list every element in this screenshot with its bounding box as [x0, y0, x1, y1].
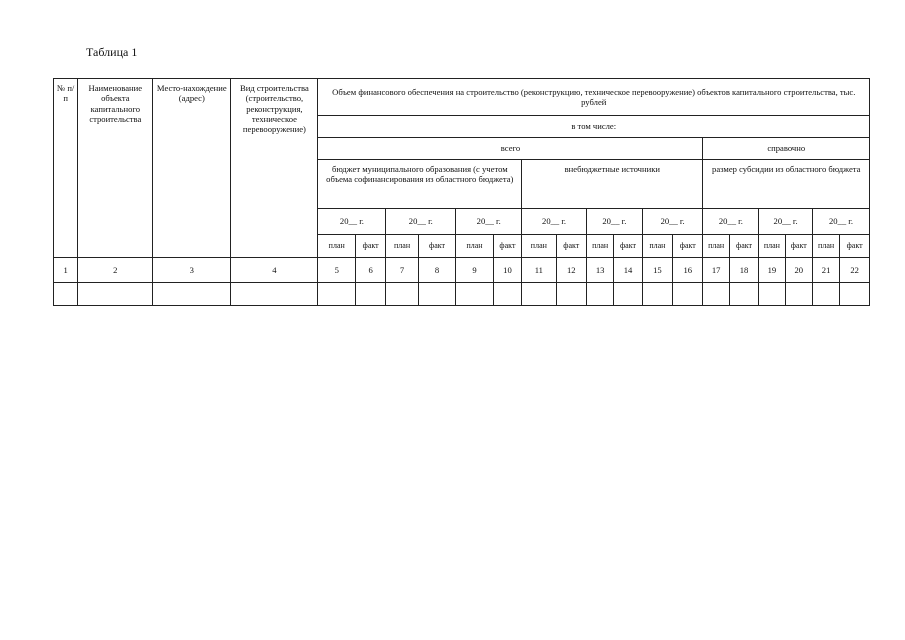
header-plan-cell: план	[318, 235, 355, 258]
header-regional-subsidy: размер субсидии из областного бюджета	[703, 160, 870, 209]
column-number-cell: 1	[54, 258, 78, 283]
data-entry-cell[interactable]	[231, 283, 318, 306]
header-year-cell: 20__ г.	[318, 209, 386, 235]
header-plan-cell: план	[522, 235, 556, 258]
column-number-cell: 3	[153, 258, 231, 283]
column-number-cell: 16	[673, 258, 703, 283]
data-entry-cell[interactable]	[785, 283, 812, 306]
column-number-cell: 13	[586, 258, 613, 283]
data-entry-cell[interactable]	[703, 283, 729, 306]
table-caption: Таблица 1	[86, 45, 138, 59]
header-location: Место-нахождение (адрес)	[153, 79, 231, 258]
column-number-cell: 15	[642, 258, 672, 283]
column-number-cell: 10	[493, 258, 521, 283]
header-year-cell: 20__ г.	[759, 209, 813, 235]
data-entry-cell[interactable]	[54, 283, 78, 306]
header-fact-cell: факт	[418, 235, 455, 258]
data-entry-cell[interactable]	[78, 283, 153, 306]
header-reference: справочно	[703, 138, 870, 160]
header-plan-cell: план	[759, 235, 785, 258]
column-number-cell: 8	[418, 258, 455, 283]
header-fact-cell: факт	[785, 235, 812, 258]
header-fact-cell: факт	[493, 235, 521, 258]
header-plan-cell: план	[642, 235, 672, 258]
header-year-cell: 20__ г.	[386, 209, 456, 235]
data-entry-cell[interactable]	[556, 283, 586, 306]
column-number-cell: 4	[231, 258, 318, 283]
column-number-cell: 2	[78, 258, 153, 283]
data-entry-cell[interactable]	[318, 283, 355, 306]
column-number-cell: 18	[729, 258, 758, 283]
header-plan-cell: план	[386, 235, 418, 258]
header-number: № п/п	[54, 79, 78, 258]
column-number-cell: 11	[522, 258, 556, 283]
data-entry-cell[interactable]	[759, 283, 785, 306]
header-object-name: Наименование объекта капитального строительства	[78, 79, 153, 258]
header-fact-cell: факт	[556, 235, 586, 258]
column-number-cell: 20	[785, 258, 812, 283]
header-year-cell: 20__ г.	[522, 209, 587, 235]
column-number-cell: 5	[318, 258, 355, 283]
header-year-cell: 20__ г.	[456, 209, 522, 235]
header-plan-cell: план	[456, 235, 493, 258]
header-plan-cell: план	[703, 235, 729, 258]
data-entry-cell[interactable]	[386, 283, 418, 306]
header-construction-type: Вид строительства (строительство, реконструкция, техническое перевооружение)	[231, 79, 318, 258]
header-extrabudgetary-sources: внебюджетные источники	[522, 160, 703, 209]
data-entry-cell[interactable]	[522, 283, 556, 306]
data-entry-cell[interactable]	[355, 283, 385, 306]
column-number-cell: 9	[456, 258, 493, 283]
header-fact-cell: факт	[355, 235, 385, 258]
data-entry-cell[interactable]	[493, 283, 521, 306]
financing-table	[53, 78, 870, 306]
column-number-cell: 21	[812, 258, 839, 283]
header-plan-cell: план	[586, 235, 613, 258]
header-year-cell: 20__ г.	[703, 209, 759, 235]
header-municipal-budget: бюджет муниципального образования (с учетом объема софинансирования из областного бюджета)	[318, 160, 522, 209]
header-fact-cell: факт	[840, 235, 870, 258]
data-entry-cell[interactable]	[456, 283, 493, 306]
header-year-cell: 20__ г.	[642, 209, 703, 235]
header-including: в том числе:	[318, 116, 870, 138]
data-entry-cell[interactable]	[153, 283, 231, 306]
data-entry-cell[interactable]	[418, 283, 455, 306]
header-year-cell: 20__ г.	[586, 209, 642, 235]
data-entry-cell[interactable]	[840, 283, 870, 306]
column-number-cell: 12	[556, 258, 586, 283]
data-entry-cell[interactable]	[812, 283, 839, 306]
data-entry-cell[interactable]	[614, 283, 642, 306]
data-entry-cell[interactable]	[586, 283, 613, 306]
column-number-cell: 7	[386, 258, 418, 283]
header-fact-cell: факт	[614, 235, 642, 258]
header-plan-cell: план	[812, 235, 839, 258]
data-entry-cell[interactable]	[673, 283, 703, 306]
column-number-cell: 6	[355, 258, 385, 283]
header-total: всего	[318, 138, 703, 160]
header-fact-cell: факт	[729, 235, 758, 258]
header-financing-volume: Объем финансового обеспечения на строительство (реконструкцию, техническое перевооружение) объектов капитального строительства, тыс. рублей	[318, 79, 870, 116]
column-number-cell: 14	[614, 258, 642, 283]
header-year-cell: 20__ г.	[812, 209, 869, 235]
data-entry-cell[interactable]	[642, 283, 672, 306]
column-number-cell: 22	[840, 258, 870, 283]
column-number-cell: 17	[703, 258, 729, 283]
column-number-cell: 19	[759, 258, 785, 283]
data-entry-cell[interactable]	[729, 283, 758, 306]
header-fact-cell: факт	[673, 235, 703, 258]
